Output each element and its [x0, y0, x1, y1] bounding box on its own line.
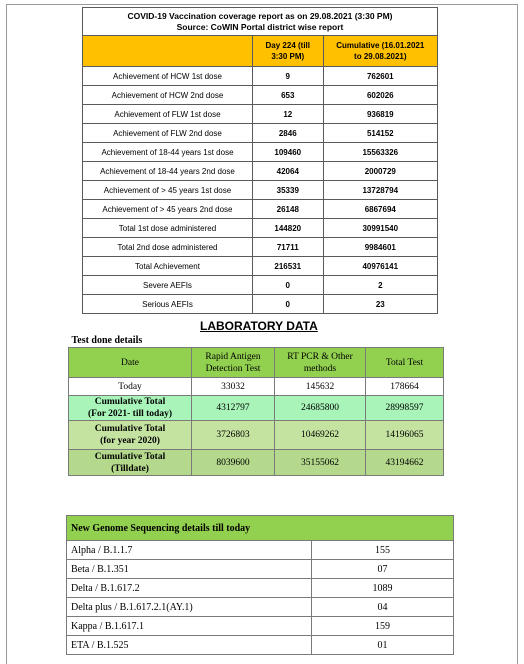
row-label: Achievement of HCW 1st dose	[83, 67, 253, 86]
row-label: Achievement of HCW 2nd dose	[83, 86, 253, 105]
rapid-antigen-column-header	[192, 348, 275, 378]
laboratory-data-table	[68, 334, 444, 476]
row-label: Achievement of FLW 2nd dose	[83, 124, 253, 143]
rtpcr-header-line2: methods	[303, 363, 337, 374]
day-value: 26148	[252, 200, 323, 219]
variant-name: Kappa / B.1.617.1	[67, 617, 312, 636]
row-label: Achievement of FLW 1st dose	[83, 105, 253, 124]
day-value: 144820	[252, 219, 323, 238]
total-value: 28998597	[366, 396, 444, 421]
table-row	[83, 162, 438, 181]
row-label: Total Achievement	[83, 257, 253, 276]
laboratory-data-heading: LABORATORY DATA	[200, 319, 318, 333]
report-source-line: Source: CoWIN Portal district wise report	[176, 21, 344, 32]
cumulative-value: 2000729	[323, 162, 437, 181]
day-value: 653	[252, 86, 323, 105]
row-label: Achievement of 18-44 years 1st dose	[83, 143, 253, 162]
variant-name: Delta plus / B.1.617.2.1(AY.1)	[67, 598, 312, 617]
cumulative-value: 936819	[323, 105, 437, 124]
day-value: 0	[252, 295, 323, 314]
table-row	[83, 67, 438, 86]
cumulative-value: 602026	[323, 86, 437, 105]
table-row	[83, 238, 438, 257]
day-value: 0	[252, 276, 323, 295]
date-cell-line2: (Tilldate)	[111, 463, 149, 474]
day-value: 71711	[252, 238, 323, 257]
variant-name: Delta / B.1.617.2	[67, 579, 312, 598]
cum-header-line1: Cumulative (16.01.2021	[336, 41, 425, 50]
table-row	[69, 421, 444, 450]
genome-sequencing-table	[66, 515, 454, 655]
table-row	[83, 200, 438, 219]
rtpcr-value: 35155062	[275, 450, 366, 476]
cumulative-value: 15563326	[323, 143, 437, 162]
table-row	[67, 617, 454, 636]
row-label: Achievement of 18-44 years 2nd dose	[83, 162, 253, 181]
rtpcr-value: 10469262	[275, 421, 366, 450]
cumulative-value: 23	[323, 295, 437, 314]
rtpcr-column-header	[275, 348, 366, 378]
variant-count: 07	[312, 560, 454, 579]
rapid-value: 3726803	[192, 421, 275, 450]
cumulative-value: 13728794	[323, 181, 437, 200]
table-row	[83, 295, 438, 314]
total-value: 178664	[366, 378, 444, 396]
table-row	[83, 86, 438, 105]
genome-table-title: New Genome Sequencing details till today	[67, 516, 454, 541]
date-cell	[69, 421, 192, 450]
total-value: 14196065	[366, 421, 444, 450]
cumulative-value: 30991540	[323, 219, 437, 238]
cumulative-column-header	[323, 36, 437, 67]
cumulative-value: 9984601	[323, 238, 437, 257]
day-value: 9	[252, 67, 323, 86]
variant-count: 159	[312, 617, 454, 636]
cumulative-value: 40976141	[323, 257, 437, 276]
row-label: Severe AEFIs	[83, 276, 253, 295]
row-label: Achievement of > 45 years 2nd dose	[83, 200, 253, 219]
date-cell	[69, 396, 192, 421]
rtpcr-header-line1: RT PCR & Other	[287, 351, 353, 362]
day-value: 216531	[252, 257, 323, 276]
test-done-details-label: Test done details	[71, 334, 143, 346]
date-cell-line2: (For 2021- till today)	[88, 409, 172, 419]
day-value: 35339	[252, 181, 323, 200]
table-row	[67, 636, 454, 655]
table-row	[83, 124, 438, 143]
cumulative-value: 6867694	[323, 200, 437, 219]
day-header-line1: Day 224 (till	[265, 41, 310, 50]
variant-count: 155	[312, 541, 454, 560]
rtpcr-value: 145632	[275, 378, 366, 396]
variant-count: 1089	[312, 579, 454, 598]
label-header-cell	[83, 36, 253, 67]
table-row	[83, 105, 438, 124]
table-row	[67, 598, 454, 617]
day-value: 2846	[252, 124, 323, 143]
total-test-column-header: Total Test	[366, 348, 444, 378]
day-header-line2: 3:30 PM)	[271, 52, 305, 61]
table-row	[83, 181, 438, 200]
table-row	[67, 579, 454, 598]
date-cell: Today	[69, 378, 192, 396]
table-row	[83, 276, 438, 295]
table-row	[67, 541, 454, 560]
variant-name: Alpha / B.1.1.7	[67, 541, 312, 560]
rapid-header-line2: Detection Test	[205, 363, 261, 374]
row-label: Total 2nd dose administered	[83, 238, 253, 257]
report-title-line1: COVID-19 Vaccination coverage report as on 29.08.2021 (3:30 PM)	[127, 10, 393, 21]
rtpcr-value: 24685800	[275, 396, 366, 421]
variant-count: 04	[312, 598, 454, 617]
vaccination-coverage-table	[82, 7, 438, 314]
cum-header-line2: to 29.08.2021)	[354, 52, 407, 61]
cumulative-value: 514152	[323, 124, 437, 143]
total-value: 43194662	[366, 450, 444, 476]
date-column-header: Date	[69, 348, 192, 378]
date-cell-line2: (for year 2020)	[100, 436, 160, 446]
variant-count: 01	[312, 636, 454, 655]
day-value: 42064	[252, 162, 323, 181]
row-label: Serious AEFIs	[83, 295, 253, 314]
table-row	[69, 396, 444, 421]
variant-name: ETA / B.1.525	[67, 636, 312, 655]
table-row	[67, 560, 454, 579]
table-row	[69, 378, 444, 396]
rapid-value: 8039600	[192, 450, 275, 476]
date-cell-line1: Cumulative Total	[94, 424, 166, 434]
cumulative-value: 762601	[323, 67, 437, 86]
date-cell-line1: Cumulative Total	[94, 397, 166, 407]
table-row	[83, 257, 438, 276]
rapid-value: 4312797	[192, 396, 275, 421]
table-row	[83, 219, 438, 238]
row-label: Achievement of > 45 years 1st dose	[83, 181, 253, 200]
table-row	[83, 143, 438, 162]
day-column-header	[252, 36, 323, 67]
day-value: 109460	[252, 143, 323, 162]
row-label: Total 1st dose administered	[83, 219, 253, 238]
table-row	[69, 450, 444, 476]
rapid-header-line1: Rapid Antigen	[205, 351, 261, 362]
date-cell-line1: Cumulative Total	[94, 451, 166, 462]
rapid-value: 33032	[192, 378, 275, 396]
vaccination-report-title	[83, 8, 438, 36]
date-cell	[69, 450, 192, 476]
day-value: 12	[252, 105, 323, 124]
lab-header-row	[69, 348, 444, 378]
variant-name: Beta / B.1.351	[67, 560, 312, 579]
cumulative-value: 2	[323, 276, 437, 295]
